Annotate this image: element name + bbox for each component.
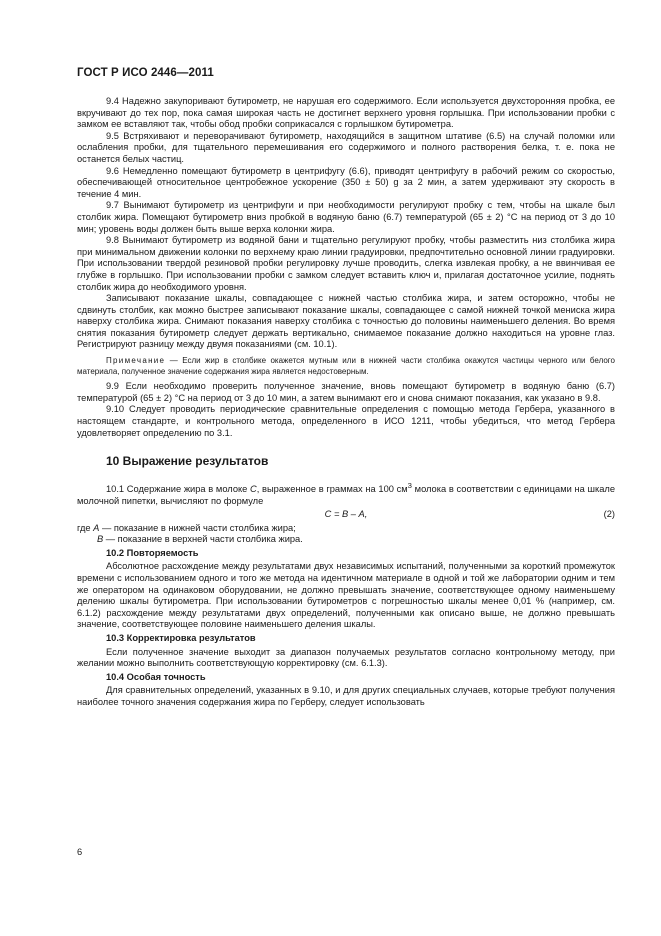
where-a — [77, 523, 615, 535]
variable-c: С — [250, 483, 257, 494]
paragraph-9-8-reading: Записывают показание шкалы, совпадающее с нижней частью столбика жира, и затем осторожно, чтобы не сдвинуть столбик, как можно быстрее записывают показание шкалы, совпадающее с самой нижней точкой мениска жира наверху столбика жира. Снимают показания наверху столбика с точностью до половины наименьшего деления. Во время снятия показания бутирометр следует держать вертикально, снимаемое показание должно находиться на уровне глаз. Регистрируют разницу между двумя показаниями (см. 10.1). — [77, 293, 615, 350]
paragraph-10-3: Если полученное значение выходит за диапазон получаемых результатов согласно контрольному методу, при желании можно выполнить соответствующую корректировку (см. 6.1.3). — [77, 646, 615, 669]
page-number: 6 — [77, 847, 83, 857]
formula-number: (2) — [603, 509, 615, 520]
paragraph-10-2: Абсолютное расхождение между результатами двух независимых испытаний, полученными за короткий промежуток времени с использованием одного и того же метода на идентичном материале в одной и той же лаборатории одним и тем же оператором на одинаковом оборудовании, не должно превышать значение, соответствующее одному наименьшему делению шкалы бутирометра. При использовании бутирометров с погрешностью шкалы менее 0,01 % (например, см. 6.1.2) расхождение между результатами двух определений, полученными как описано выше, не должно превышать значение, соответствующее половине наименьшего деления шкалы. — [77, 561, 615, 630]
note-label: Примечание — [106, 356, 166, 366]
paragraph-10-4: Для сравнительных определений, указанных в 9.10, и для других специальных случаев, которые требуют получения наиболее точного значения содержания жира по Герберу, следует использовать — [77, 685, 615, 707]
where-b — [77, 534, 615, 546]
subsection-heading-10-3: 10.3 Корректировка результатов — [106, 633, 256, 644]
standard-header: ГОСТ Р ИСО 2446—2011 — [77, 67, 214, 79]
formula — [77, 509, 615, 521]
section-heading-10: 10 Выражение результатов — [106, 454, 269, 469]
paragraph-9-7: 9.7 Вынимают бутирометр из центрифуги и при необходимости регулируют пробку с тем, чтобы на шкале был столбик жира. Помещают бутирометр вниз пробкой в водяную баню (6.7) температурой (65 ± 2) °С на период от 3 до 10 мин; уровень воды должен быть выше верха колонки жира. — [77, 200, 615, 234]
paragraph-9-8: 9.8 Вынимают бутирометр из водяной бани и тщательно регулируют пробку, чтобы разместить низ столбика жира при минимальном движении колонки по верхнему краю линии градуировки, предпочтительно основной линии градуировки. При использовании твердой резиновой пробки регулировку лучше проводить, слегка извлекая пробку, а не ввинчивая ее глубже в горлышко. При использовании пробки с замком следует вставить ключ и, прилагая достаточное усилие, поднять столбик жира до необходимого уровня. — [77, 235, 615, 292]
note-text: — Если жир в столбике окажется мутным или в нижней части столбика окажутся частицы черного или белого материала, полученное значение содержания жира является недостоверным. — [77, 356, 615, 376]
paragraph-9-5: 9.5 Встряхивают и переворачивают бутирометр, находящийся в защитном штативе (6.5) на случай поломки или ослабления пробки, для тщательного перемешивания его содержимого и полного растворения белка, т. е. пока не останется белых частиц. — [77, 130, 615, 164]
paragraph-9-6: 9.6 Немедленно помещают бутирометр в центрифугу (6.6), приводят центрифугу в рабочий режим со скоростью, обеспечивающей относительное центробежное ускорение (350 ± 50) g за 2 мин, а затем удерживают эту скорость в течение 4 мин. — [77, 165, 615, 199]
paragraph-9-10: 9.10 Следует проводить периодические сравнительные определения с помощью метода Гербера, указанного в настоящем стандарте, и контрольного метода, определенного в ИСО 1211, чтобы убедиться, что метод Гербера удовлетворяет определению по 3.1. — [77, 404, 615, 438]
paragraph-9-4: 9.4 Надежно закупоривают бутирометр, не нарушая его содержимого. Если используется двухсторонняя пробка, ее вкручивают до тех пор, пока самая широкая часть не достигнет верхнего уровня горлышка. При использовании пробки с замком ее вставляют так, чтобы обод пробки соприкасался с горлышком бутирометра. — [77, 96, 615, 130]
variable-a: А — [93, 522, 100, 533]
where-a-text: — показание в нижней части столбика жира; — [99, 522, 296, 533]
where-label: где — [77, 522, 94, 533]
paragraph-10-1-part-a: 10.1 Содержание жира в молоке — [106, 483, 251, 494]
superscript-3: 3 — [407, 480, 412, 490]
subsection-heading-10-2: 10.2 Повторяемость — [106, 547, 199, 558]
paragraph-10-1 — [77, 480, 615, 507]
paragraph-9-9: 9.9 Если необходимо проверить полученное значение, вновь помещают бутирометр в водяную баню (6.7) температурой (65 ± 2) °С на период от 3 до 10 мин, а затем вынимают его и снова снимают показания, как указано в 9.8. — [77, 381, 615, 403]
where-b-text: — показание в верхней части столбика жира. — [103, 534, 303, 545]
subsection-heading-10-4: 10.4 Особая точность — [106, 671, 206, 682]
document-body — [77, 96, 615, 709]
paragraph-10-1-part-b: , выраженное в граммах на 100 см — [256, 483, 408, 494]
formula-expression: С = В – А, — [324, 509, 368, 520]
variable-b: В — [97, 534, 104, 545]
note — [77, 356, 615, 377]
paragraph-10-1-part-c: молока в соответствии с единицами на шкале молочной пипетки, вычисляют по формуле — [77, 483, 615, 506]
